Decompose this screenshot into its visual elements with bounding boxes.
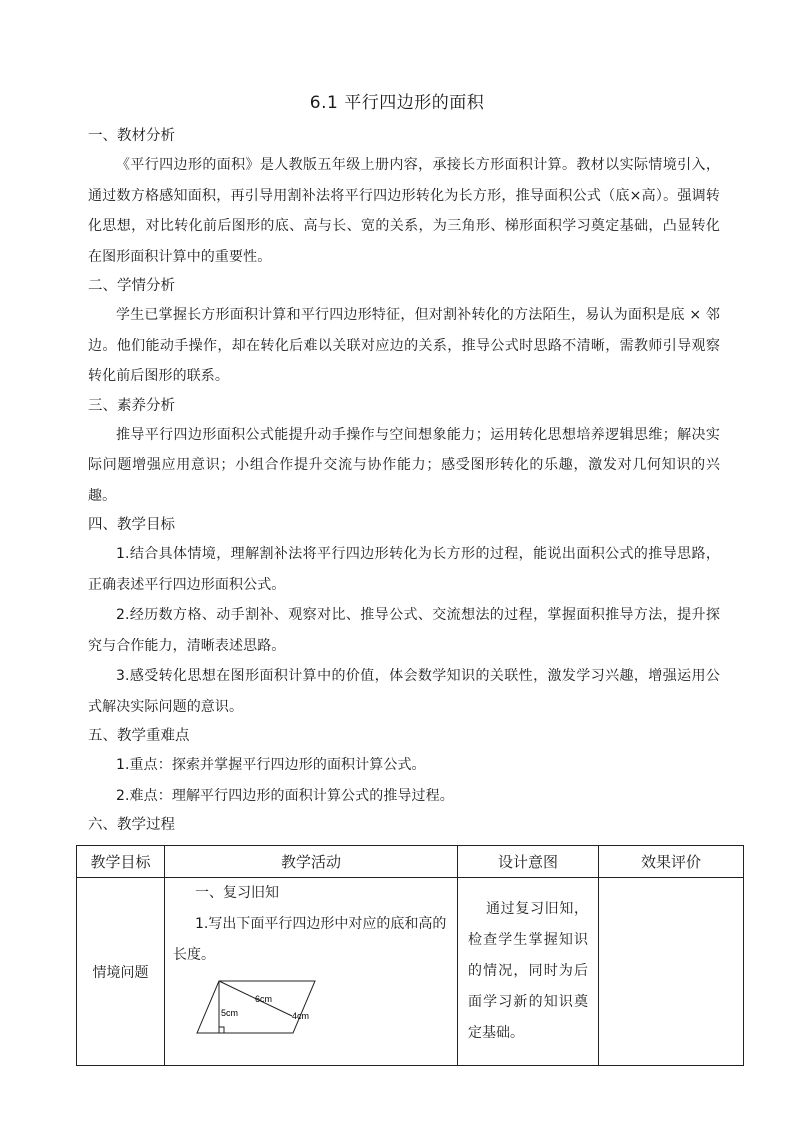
- section-heading-teaching-process: 六、教学过程: [88, 817, 175, 833]
- header-teaching-activity: 教学活动: [165, 846, 458, 878]
- paragraph-key-point: 1.重点：探索并掌握平行四边形的面积计算公式。: [116, 757, 426, 773]
- figure-label-5cm: 5cm: [221, 1008, 239, 1018]
- header-design-intent: 设计意图: [458, 846, 599, 878]
- paragraph-goal-2: 2.经历数方格、动手割补、观察对比、推导公式、交流想法的过程，掌握面积推导方法，提升探究与合作能力，清晰表述思路。: [88, 607, 720, 654]
- paragraph-textbook-analysis: 《平行四边形的面积》是人教版五年级上册内容，承接长方形面积计算。教材以实际情境引入，通过数方格感知面积，再引导用割补法将平行四边形转化为长方形，推导面积公式（底×高）。强调转化思想，对比转化前后图形的底、高与长、宽的关系，为三角形、梯形面积学习奠定基础，凸显转化在图形面积计算中的重要性。: [88, 157, 720, 265]
- figure-label-6cm: 6cm: [255, 994, 273, 1004]
- section-heading-student-analysis: 二、学情分析: [88, 278, 175, 294]
- paragraph-goal-3: 3.感受转化思想在图形面积计算中的价值，体会数学知识的关联性，激发学习兴趣，增强运用公式解决实际问题的意识。: [88, 668, 720, 715]
- document-body: [90, 122, 720, 839]
- paragraph-student-analysis: 学生已掌握长方形面积计算和平行四边形特征，但对割补转化的方法陌生，易认为面积是底 × 邻边。他们能动手操作，却在转化后难以关联对应边的关系，推导公式时思路不清晰，需教师引导观察转化前后图形的联系。: [88, 307, 720, 384]
- activity-text: 1.写出下面平行四边形中对应的底和高的长度。: [173, 916, 447, 963]
- parallelogram-figure: [165, 971, 457, 1041]
- cell-evaluation: [599, 878, 744, 1066]
- section-heading-literacy-analysis: 三、素养分析: [88, 397, 175, 414]
- page-title: 6.1 平行四边形的面积: [309, 93, 485, 113]
- figure-label-4cm: 4cm: [292, 1011, 310, 1021]
- teaching-process-table: [76, 845, 744, 1066]
- section-heading-key-points: 五、教学重难点: [88, 728, 190, 744]
- table-header-row: [77, 846, 744, 878]
- paragraph-literacy-analysis: 推导平行四边形面积公式能提升动手操作与空间想象能力；运用转化思想培养逻辑思维；解决实际问题增强应用意识；小组合作提升交流与协作能力；感受图形转化的乐趣，激发对几何知识的兴趣。: [88, 426, 720, 504]
- section-heading-textbook-analysis: 一、教材分析: [88, 128, 175, 144]
- parallelogram-shape: [197, 981, 315, 1033]
- process-table: [76, 845, 744, 1066]
- activity-heading: 一、复习旧知: [195, 885, 279, 901]
- parallelogram-diagram: [165, 971, 457, 1041]
- cell-activity: [165, 878, 458, 1066]
- design-intent-text: 通过复习旧知，检查学生掌握知识的情况，同时为后面学习新的知识奠定基础。: [468, 901, 588, 1041]
- cell-design-intent: [458, 878, 599, 1066]
- right-angle-mark: [219, 1027, 224, 1033]
- header-effect-evaluation: 效果评价: [599, 846, 744, 878]
- cell-goal: 情境问题: [77, 878, 165, 1066]
- table-row: [77, 878, 744, 1066]
- header-teaching-goal: 教学目标: [77, 846, 165, 878]
- paragraph-difficult-point: 2.难点：理解平行四边形的面积计算公式的推导过程。: [116, 787, 454, 804]
- paragraph-goal-1: 1.结合具体情境，理解割补法将平行四边形转化为长方形的过程，能说出面积公式的推导思路，正确表述平行四边形面积公式。: [88, 546, 720, 593]
- section-heading-teaching-goals: 四、教学目标: [88, 517, 175, 533]
